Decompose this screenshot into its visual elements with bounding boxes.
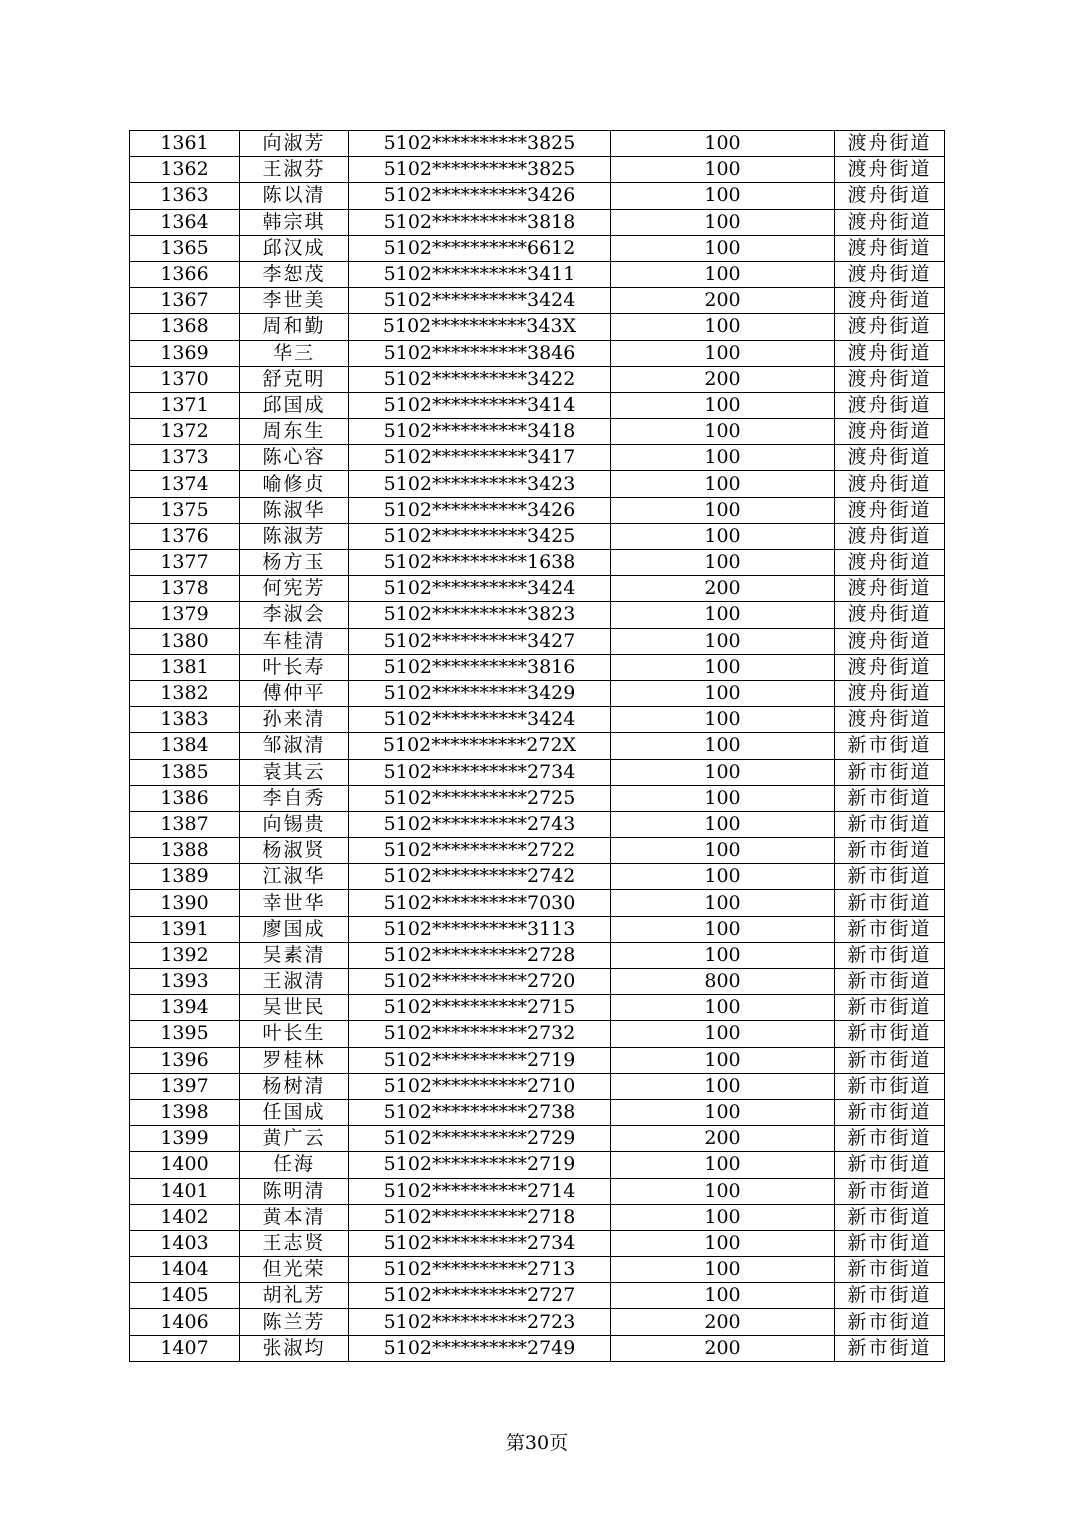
amount-cell: 100 bbox=[611, 838, 835, 864]
table-row bbox=[130, 1178, 945, 1204]
id-number-cell: 5102**********2734 bbox=[349, 759, 611, 785]
records-table bbox=[129, 130, 945, 1362]
street-office-cell: 渡舟街道 bbox=[835, 497, 945, 523]
record-number-cell: 1369 bbox=[130, 340, 240, 366]
amount-cell: 200 bbox=[611, 1126, 835, 1152]
id-number-cell: 5102**********2722 bbox=[349, 838, 611, 864]
amount-cell: 100 bbox=[611, 602, 835, 628]
street-office-cell: 渡舟街道 bbox=[835, 288, 945, 314]
id-number-cell: 5102**********3113 bbox=[349, 916, 611, 942]
street-office-cell: 新市街道 bbox=[835, 916, 945, 942]
id-number-cell: 5102**********272X bbox=[349, 733, 611, 759]
street-office-cell: 渡舟街道 bbox=[835, 523, 945, 549]
street-office-cell: 新市街道 bbox=[835, 864, 945, 890]
table-row bbox=[130, 261, 945, 287]
record-number-cell: 1398 bbox=[130, 1099, 240, 1125]
person-name-cell: 邱国成 bbox=[240, 392, 349, 418]
table-row bbox=[130, 890, 945, 916]
amount-cell: 100 bbox=[611, 523, 835, 549]
amount-cell: 100 bbox=[611, 811, 835, 837]
record-number-cell: 1374 bbox=[130, 471, 240, 497]
amount-cell: 100 bbox=[611, 1073, 835, 1099]
id-number-cell: 5102**********2742 bbox=[349, 864, 611, 890]
person-name-cell: 何宪芳 bbox=[240, 576, 349, 602]
person-name-cell: 杨树清 bbox=[240, 1073, 349, 1099]
table-row bbox=[130, 680, 945, 706]
amount-cell: 100 bbox=[611, 707, 835, 733]
record-number-cell: 1384 bbox=[130, 733, 240, 759]
record-number-cell: 1403 bbox=[130, 1230, 240, 1256]
street-office-cell: 渡舟街道 bbox=[835, 235, 945, 261]
amount-cell: 100 bbox=[611, 680, 835, 706]
street-office-cell: 渡舟街道 bbox=[835, 131, 945, 157]
person-name-cell: 向锡贵 bbox=[240, 811, 349, 837]
person-name-cell: 杨方玉 bbox=[240, 550, 349, 576]
person-name-cell: 但光荣 bbox=[240, 1257, 349, 1283]
amount-cell: 100 bbox=[611, 1021, 835, 1047]
record-number-cell: 1392 bbox=[130, 942, 240, 968]
record-number-cell: 1386 bbox=[130, 785, 240, 811]
table-row bbox=[130, 1021, 945, 1047]
amount-cell: 100 bbox=[611, 1257, 835, 1283]
table-row bbox=[130, 654, 945, 680]
person-name-cell: 王志贤 bbox=[240, 1230, 349, 1256]
table-row bbox=[130, 864, 945, 890]
amount-cell: 100 bbox=[611, 1099, 835, 1125]
person-name-cell: 黄广云 bbox=[240, 1126, 349, 1152]
amount-cell: 200 bbox=[611, 576, 835, 602]
amount-cell: 100 bbox=[611, 550, 835, 576]
record-number-cell: 1407 bbox=[130, 1335, 240, 1361]
person-name-cell: 陈淑芳 bbox=[240, 523, 349, 549]
person-name-cell: 叶长生 bbox=[240, 1021, 349, 1047]
street-office-cell: 渡舟街道 bbox=[835, 445, 945, 471]
person-name-cell: 喻修贞 bbox=[240, 471, 349, 497]
id-number-cell: 5102**********2727 bbox=[349, 1283, 611, 1309]
table-row bbox=[130, 785, 945, 811]
street-office-cell: 新市街道 bbox=[835, 838, 945, 864]
record-number-cell: 1380 bbox=[130, 628, 240, 654]
amount-cell: 100 bbox=[611, 131, 835, 157]
table-row bbox=[130, 288, 945, 314]
table-row bbox=[130, 576, 945, 602]
street-office-cell: 渡舟街道 bbox=[835, 680, 945, 706]
record-number-cell: 1378 bbox=[130, 576, 240, 602]
id-number-cell: 5102**********2743 bbox=[349, 811, 611, 837]
record-number-cell: 1397 bbox=[130, 1073, 240, 1099]
amount-cell: 200 bbox=[611, 288, 835, 314]
street-office-cell: 渡舟街道 bbox=[835, 602, 945, 628]
amount-cell: 200 bbox=[611, 1335, 835, 1361]
record-number-cell: 1375 bbox=[130, 497, 240, 523]
person-name-cell: 袁其云 bbox=[240, 759, 349, 785]
record-number-cell: 1379 bbox=[130, 602, 240, 628]
street-office-cell: 新市街道 bbox=[835, 1204, 945, 1230]
person-name-cell: 江淑华 bbox=[240, 864, 349, 890]
amount-cell: 100 bbox=[611, 890, 835, 916]
person-name-cell: 罗桂林 bbox=[240, 1047, 349, 1073]
amount-cell: 100 bbox=[611, 864, 835, 890]
table-row bbox=[130, 1099, 945, 1125]
table-row bbox=[130, 1126, 945, 1152]
id-number-cell: 5102**********3417 bbox=[349, 445, 611, 471]
id-number-cell: 5102**********3424 bbox=[349, 288, 611, 314]
street-office-cell: 新市街道 bbox=[835, 1047, 945, 1073]
person-name-cell: 任国成 bbox=[240, 1099, 349, 1125]
amount-cell: 100 bbox=[611, 1230, 835, 1256]
amount-cell: 100 bbox=[611, 1178, 835, 1204]
street-office-cell: 新市街道 bbox=[835, 1073, 945, 1099]
record-number-cell: 1361 bbox=[130, 131, 240, 157]
id-number-cell: 5102**********2720 bbox=[349, 969, 611, 995]
id-number-cell: 5102**********2729 bbox=[349, 1126, 611, 1152]
person-name-cell: 向淑芳 bbox=[240, 131, 349, 157]
amount-cell: 100 bbox=[611, 995, 835, 1021]
record-number-cell: 1385 bbox=[130, 759, 240, 785]
street-office-cell: 渡舟街道 bbox=[835, 628, 945, 654]
id-number-cell: 5102**********3427 bbox=[349, 628, 611, 654]
id-number-cell: 5102**********3423 bbox=[349, 471, 611, 497]
table-row bbox=[130, 523, 945, 549]
record-number-cell: 1395 bbox=[130, 1021, 240, 1047]
table-row bbox=[130, 209, 945, 235]
id-number-cell: 5102**********2710 bbox=[349, 1073, 611, 1099]
id-number-cell: 5102**********3425 bbox=[349, 523, 611, 549]
id-number-cell: 5102**********6612 bbox=[349, 235, 611, 261]
street-office-cell: 新市街道 bbox=[835, 733, 945, 759]
person-name-cell: 邹淑清 bbox=[240, 733, 349, 759]
street-office-cell: 新市街道 bbox=[835, 1309, 945, 1335]
person-name-cell: 华三 bbox=[240, 340, 349, 366]
amount-cell: 100 bbox=[611, 419, 835, 445]
id-number-cell: 5102**********3422 bbox=[349, 366, 611, 392]
amount-cell: 100 bbox=[611, 916, 835, 942]
street-office-cell: 渡舟街道 bbox=[835, 654, 945, 680]
street-office-cell: 渡舟街道 bbox=[835, 707, 945, 733]
person-name-cell: 周东生 bbox=[240, 419, 349, 445]
street-office-cell: 新市街道 bbox=[835, 1021, 945, 1047]
table-row bbox=[130, 1073, 945, 1099]
person-name-cell: 李自秀 bbox=[240, 785, 349, 811]
amount-cell: 100 bbox=[611, 445, 835, 471]
person-name-cell: 李淑会 bbox=[240, 602, 349, 628]
table-row bbox=[130, 157, 945, 183]
record-number-cell: 1391 bbox=[130, 916, 240, 942]
street-office-cell: 新市街道 bbox=[835, 811, 945, 837]
table-row bbox=[130, 628, 945, 654]
table-row bbox=[130, 235, 945, 261]
record-number-cell: 1393 bbox=[130, 969, 240, 995]
person-name-cell: 陈以清 bbox=[240, 183, 349, 209]
table-row bbox=[130, 1335, 945, 1361]
person-name-cell: 吴世民 bbox=[240, 995, 349, 1021]
street-office-cell: 新市街道 bbox=[835, 1178, 945, 1204]
table-row bbox=[130, 471, 945, 497]
table-row bbox=[130, 1283, 945, 1309]
person-name-cell: 孙来清 bbox=[240, 707, 349, 733]
table-row bbox=[130, 916, 945, 942]
record-number-cell: 1364 bbox=[130, 209, 240, 235]
record-number-cell: 1396 bbox=[130, 1047, 240, 1073]
person-name-cell: 周和勤 bbox=[240, 314, 349, 340]
amount-cell: 100 bbox=[611, 471, 835, 497]
table-row bbox=[130, 942, 945, 968]
table-row bbox=[130, 445, 945, 471]
street-office-cell: 新市街道 bbox=[835, 1230, 945, 1256]
street-office-cell: 渡舟街道 bbox=[835, 340, 945, 366]
id-number-cell: 5102**********3424 bbox=[349, 576, 611, 602]
amount-cell: 100 bbox=[611, 1047, 835, 1073]
person-name-cell: 陈兰芳 bbox=[240, 1309, 349, 1335]
id-number-cell: 5102**********2749 bbox=[349, 1335, 611, 1361]
street-office-cell: 渡舟街道 bbox=[835, 576, 945, 602]
record-number-cell: 1363 bbox=[130, 183, 240, 209]
id-number-cell: 5102**********2734 bbox=[349, 1230, 611, 1256]
table-row bbox=[130, 392, 945, 418]
table-row bbox=[130, 602, 945, 628]
record-number-cell: 1365 bbox=[130, 235, 240, 261]
person-name-cell: 幸世华 bbox=[240, 890, 349, 916]
id-number-cell: 5102**********2723 bbox=[349, 1309, 611, 1335]
person-name-cell: 韩宗琪 bbox=[240, 209, 349, 235]
table-row bbox=[130, 131, 945, 157]
street-office-cell: 渡舟街道 bbox=[835, 157, 945, 183]
record-number-cell: 1373 bbox=[130, 445, 240, 471]
table-row bbox=[130, 759, 945, 785]
amount-cell: 100 bbox=[611, 497, 835, 523]
person-name-cell: 陈淑华 bbox=[240, 497, 349, 523]
table-row bbox=[130, 707, 945, 733]
table-row bbox=[130, 550, 945, 576]
street-office-cell: 渡舟街道 bbox=[835, 261, 945, 287]
id-number-cell: 5102**********2713 bbox=[349, 1257, 611, 1283]
record-number-cell: 1370 bbox=[130, 366, 240, 392]
id-number-cell: 5102**********2732 bbox=[349, 1021, 611, 1047]
table-row bbox=[130, 366, 945, 392]
record-number-cell: 1381 bbox=[130, 654, 240, 680]
street-office-cell: 新市街道 bbox=[835, 969, 945, 995]
id-number-cell: 5102**********3846 bbox=[349, 340, 611, 366]
id-number-cell: 5102**********3426 bbox=[349, 183, 611, 209]
id-number-cell: 5102**********2728 bbox=[349, 942, 611, 968]
id-number-cell: 5102**********2725 bbox=[349, 785, 611, 811]
person-name-cell: 车桂清 bbox=[240, 628, 349, 654]
street-office-cell: 新市街道 bbox=[835, 1126, 945, 1152]
id-number-cell: 5102**********3816 bbox=[349, 654, 611, 680]
record-number-cell: 1377 bbox=[130, 550, 240, 576]
table-row bbox=[130, 811, 945, 837]
table-row bbox=[130, 1309, 945, 1335]
street-office-cell: 渡舟街道 bbox=[835, 392, 945, 418]
amount-cell: 100 bbox=[611, 1204, 835, 1230]
id-number-cell: 5102**********3426 bbox=[349, 497, 611, 523]
street-office-cell: 新市街道 bbox=[835, 1283, 945, 1309]
table-row bbox=[130, 419, 945, 445]
amount-cell: 200 bbox=[611, 1309, 835, 1335]
id-number-cell: 5102**********3823 bbox=[349, 602, 611, 628]
person-name-cell: 任海 bbox=[240, 1152, 349, 1178]
record-number-cell: 1406 bbox=[130, 1309, 240, 1335]
id-number-cell: 5102**********7030 bbox=[349, 890, 611, 916]
id-number-cell: 5102**********2738 bbox=[349, 1099, 611, 1125]
record-number-cell: 1367 bbox=[130, 288, 240, 314]
id-number-cell: 5102**********2714 bbox=[349, 1178, 611, 1204]
person-name-cell: 廖国成 bbox=[240, 916, 349, 942]
table-row bbox=[130, 838, 945, 864]
id-number-cell: 5102**********1638 bbox=[349, 550, 611, 576]
record-number-cell: 1376 bbox=[130, 523, 240, 549]
id-number-cell: 5102**********2719 bbox=[349, 1152, 611, 1178]
person-name-cell: 王淑芬 bbox=[240, 157, 349, 183]
id-number-cell: 5102**********3429 bbox=[349, 680, 611, 706]
record-number-cell: 1371 bbox=[130, 392, 240, 418]
id-number-cell: 5102**********2718 bbox=[349, 1204, 611, 1230]
person-name-cell: 胡礼芳 bbox=[240, 1283, 349, 1309]
record-number-cell: 1399 bbox=[130, 1126, 240, 1152]
street-office-cell: 新市街道 bbox=[835, 1099, 945, 1125]
person-name-cell: 李世美 bbox=[240, 288, 349, 314]
amount-cell: 100 bbox=[611, 654, 835, 680]
table-row bbox=[130, 1152, 945, 1178]
amount-cell: 100 bbox=[611, 785, 835, 811]
street-office-cell: 渡舟街道 bbox=[835, 471, 945, 497]
record-number-cell: 1400 bbox=[130, 1152, 240, 1178]
amount-cell: 100 bbox=[611, 733, 835, 759]
id-number-cell: 5102**********3818 bbox=[349, 209, 611, 235]
amount-cell: 200 bbox=[611, 366, 835, 392]
id-number-cell: 5102**********343X bbox=[349, 314, 611, 340]
person-name-cell: 吴素清 bbox=[240, 942, 349, 968]
id-number-cell: 5102**********3418 bbox=[349, 419, 611, 445]
street-office-cell: 渡舟街道 bbox=[835, 419, 945, 445]
record-number-cell: 1387 bbox=[130, 811, 240, 837]
person-name-cell: 叶长寿 bbox=[240, 654, 349, 680]
record-number-cell: 1394 bbox=[130, 995, 240, 1021]
amount-cell: 100 bbox=[611, 1152, 835, 1178]
street-office-cell: 渡舟街道 bbox=[835, 314, 945, 340]
street-office-cell: 渡舟街道 bbox=[835, 550, 945, 576]
record-number-cell: 1368 bbox=[130, 314, 240, 340]
person-name-cell: 黄本清 bbox=[240, 1204, 349, 1230]
record-number-cell: 1362 bbox=[130, 157, 240, 183]
person-name-cell: 陈心容 bbox=[240, 445, 349, 471]
amount-cell: 100 bbox=[611, 209, 835, 235]
amount-cell: 100 bbox=[611, 261, 835, 287]
record-number-cell: 1405 bbox=[130, 1283, 240, 1309]
person-name-cell: 张淑均 bbox=[240, 1335, 349, 1361]
amount-cell: 100 bbox=[611, 392, 835, 418]
street-office-cell: 渡舟街道 bbox=[835, 183, 945, 209]
record-number-cell: 1383 bbox=[130, 707, 240, 733]
record-number-cell: 1401 bbox=[130, 1178, 240, 1204]
street-office-cell: 新市街道 bbox=[835, 759, 945, 785]
table-row bbox=[130, 340, 945, 366]
street-office-cell: 新市街道 bbox=[835, 1335, 945, 1361]
record-number-cell: 1402 bbox=[130, 1204, 240, 1230]
amount-cell: 100 bbox=[611, 157, 835, 183]
table-row bbox=[130, 1047, 945, 1073]
table-row bbox=[130, 995, 945, 1021]
table-row bbox=[130, 314, 945, 340]
person-name-cell: 邱汉成 bbox=[240, 235, 349, 261]
id-number-cell: 5102**********2715 bbox=[349, 995, 611, 1021]
table-row bbox=[130, 1230, 945, 1256]
person-name-cell: 傅仲平 bbox=[240, 680, 349, 706]
table-row bbox=[130, 497, 945, 523]
table-row bbox=[130, 733, 945, 759]
amount-cell: 100 bbox=[611, 314, 835, 340]
table-row bbox=[130, 183, 945, 209]
id-number-cell: 5102**********3825 bbox=[349, 157, 611, 183]
id-number-cell: 5102**********3414 bbox=[349, 392, 611, 418]
amount-cell: 800 bbox=[611, 969, 835, 995]
street-office-cell: 新市街道 bbox=[835, 942, 945, 968]
id-number-cell: 5102**********3411 bbox=[349, 261, 611, 287]
street-office-cell: 新市街道 bbox=[835, 995, 945, 1021]
street-office-cell: 渡舟街道 bbox=[835, 366, 945, 392]
id-number-cell: 5102**********3825 bbox=[349, 131, 611, 157]
amount-cell: 100 bbox=[611, 183, 835, 209]
amount-cell: 100 bbox=[611, 1283, 835, 1309]
street-office-cell: 新市街道 bbox=[835, 890, 945, 916]
amount-cell: 100 bbox=[611, 942, 835, 968]
amount-cell: 100 bbox=[611, 235, 835, 261]
street-office-cell: 新市街道 bbox=[835, 1152, 945, 1178]
amount-cell: 100 bbox=[611, 759, 835, 785]
person-name-cell: 陈明清 bbox=[240, 1178, 349, 1204]
person-name-cell: 王淑清 bbox=[240, 969, 349, 995]
record-number-cell: 1382 bbox=[130, 680, 240, 706]
street-office-cell: 渡舟街道 bbox=[835, 209, 945, 235]
amount-cell: 100 bbox=[611, 340, 835, 366]
record-number-cell: 1388 bbox=[130, 838, 240, 864]
person-name-cell: 杨淑贤 bbox=[240, 838, 349, 864]
record-number-cell: 1390 bbox=[130, 890, 240, 916]
record-number-cell: 1404 bbox=[130, 1257, 240, 1283]
street-office-cell: 新市街道 bbox=[835, 1257, 945, 1283]
street-office-cell: 新市街道 bbox=[835, 785, 945, 811]
records-table-body bbox=[130, 131, 945, 1362]
page-number: 第30页 bbox=[505, 1432, 569, 1454]
record-number-cell: 1389 bbox=[130, 864, 240, 890]
id-number-cell: 5102**********3424 bbox=[349, 707, 611, 733]
table-row bbox=[130, 1257, 945, 1283]
record-number-cell: 1372 bbox=[130, 419, 240, 445]
id-number-cell: 5102**********2719 bbox=[349, 1047, 611, 1073]
person-name-cell: 李恕茂 bbox=[240, 261, 349, 287]
table-row bbox=[130, 969, 945, 995]
table-row bbox=[130, 1204, 945, 1230]
person-name-cell: 舒克明 bbox=[240, 366, 349, 392]
amount-cell: 100 bbox=[611, 628, 835, 654]
record-number-cell: 1366 bbox=[130, 261, 240, 287]
